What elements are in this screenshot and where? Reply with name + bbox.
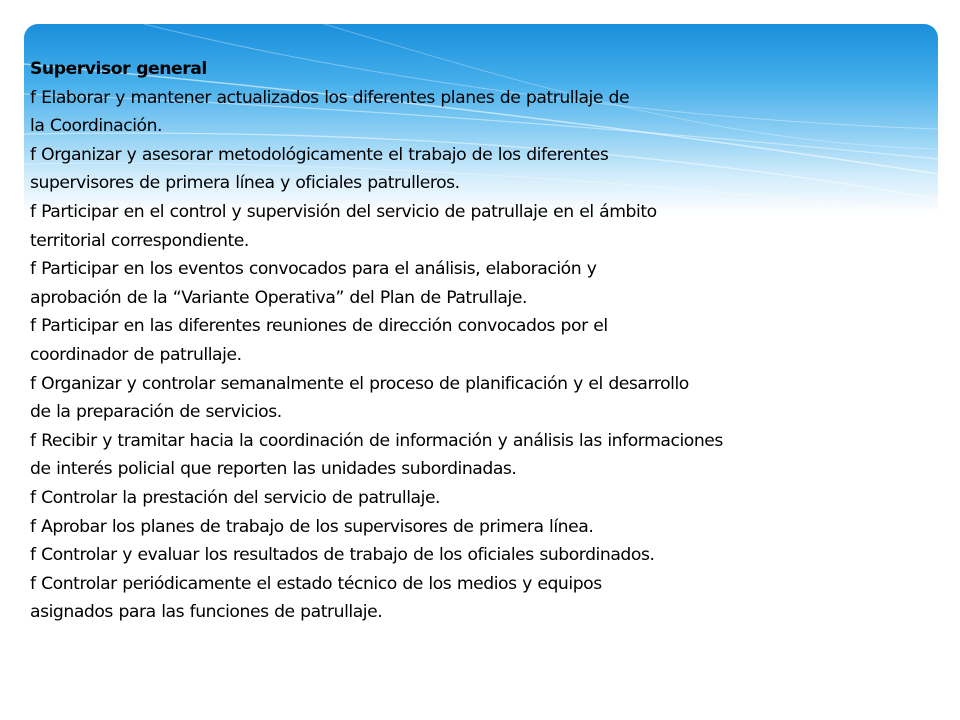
body-line: f Organizar y controlar semanalmente el proceso de planificación y el desarrollo bbox=[30, 373, 689, 394]
body-line: f Controlar periódicamente el estado técnico de los medios y equipos bbox=[30, 573, 602, 594]
body-line: coordinador de patrullaje. bbox=[30, 344, 242, 365]
slide-title: Supervisor general bbox=[30, 59, 207, 79]
body-line: f Controlar y evaluar los resultados de trabajo de los oficiales subordinados. bbox=[30, 545, 655, 566]
body-line: supervisores de primera línea y oficiales patrulleros. bbox=[30, 173, 460, 194]
body-line: de la preparación de servicios. bbox=[30, 402, 282, 423]
body-line: f Aprobar los planes de trabajo de los supervisores de primera línea. bbox=[30, 516, 594, 537]
body-line: la Coordinación. bbox=[30, 116, 163, 137]
body-line: f Participar en los eventos convocados para el análisis, elaboración y bbox=[30, 259, 597, 280]
slide-body bbox=[30, 55, 910, 627]
body-line: territorial correspondiente. bbox=[30, 230, 249, 251]
body-line: f Participar en las diferentes reuniones de dirección convocados por el bbox=[30, 316, 608, 337]
body-line: asignados para las funciones de patrullaje. bbox=[30, 602, 383, 623]
body-line: f Controlar la prestación del servicio de patrullaje. bbox=[30, 487, 441, 508]
body-line: aprobación de la “Variante Operativa” del Plan de Patrullaje. bbox=[30, 287, 527, 308]
body-line: f Recibir y tramitar hacia la coordinación de información y análisis las informaciones bbox=[30, 430, 723, 451]
body-line: f Elaborar y mantener actualizados los diferentes planes de patrullaje de bbox=[30, 87, 630, 108]
body-line: de interés policial que reporten las unidades subordinadas. bbox=[30, 459, 517, 480]
body-line: f Organizar y asesorar metodológicamente el trabajo de los diferentes bbox=[30, 144, 609, 165]
body-line: f Participar en el control y supervisión del servicio de patrullaje en el ámbito bbox=[30, 201, 657, 222]
